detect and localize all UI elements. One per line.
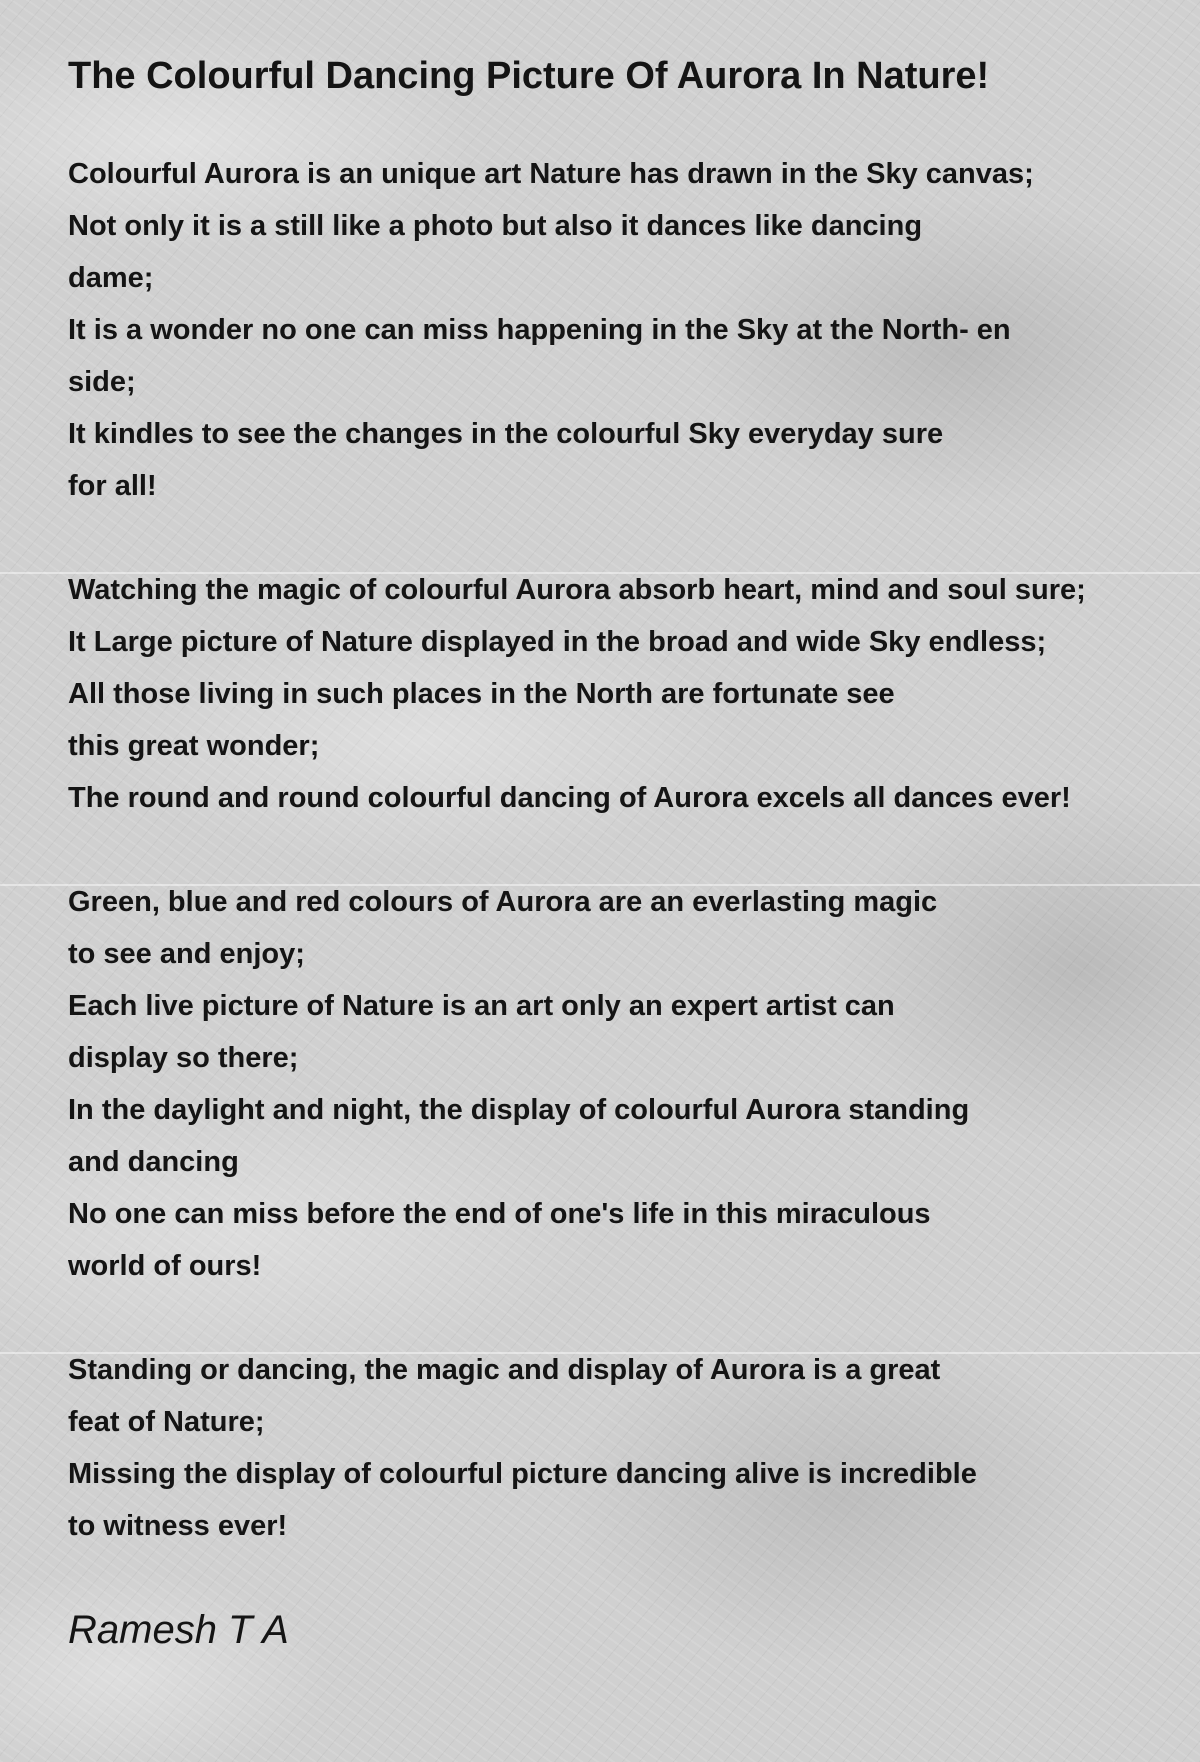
poem-line: this great wonder; [68, 730, 320, 762]
stanza-2 [68, 564, 1188, 824]
poem-line: In the daylight and night, the display of colourful Aurora standing [68, 1094, 970, 1126]
poem-line: to witness ever! [68, 1510, 288, 1542]
stanza-1 [68, 148, 1188, 512]
poem-line: Not only it is a still like a photo but also it dances like dancing [68, 210, 923, 242]
stanza-4 [68, 1344, 1188, 1552]
author-name: Ramesh T A [68, 1608, 289, 1652]
poem-line: side; [68, 366, 136, 398]
poem-line: for all! [68, 470, 157, 502]
poem-line: Colourful Aurora is an unique art Nature has drawn in the Sky canvas; [68, 158, 1034, 190]
poem-line: Standing or dancing, the magic and display of Aurora is a great [68, 1354, 941, 1386]
poem-line: No one can miss before the end of one's life in this miraculous [68, 1198, 931, 1230]
poem-line: It kindles to see the changes in the colourful Sky everyday sure [68, 418, 944, 450]
poem-line: It Large picture of Nature displayed in the broad and wide Sky endless; [68, 626, 1047, 658]
poem-line: All those living in such places in the North are fortunate see [68, 678, 895, 710]
poem-line: dame; [68, 262, 154, 294]
poem-line: to see and enjoy; [68, 938, 305, 970]
poem-line: It is a wonder no one can miss happening in the Sky at the North- en [68, 314, 1011, 346]
poem-line: Missing the display of colourful picture dancing alive is incredible [68, 1458, 977, 1490]
poem-line: The round and round colourful dancing of Aurora excels all dances ever! [68, 782, 1071, 814]
poem-title: The Colourful Dancing Picture Of Aurora In Nature! [68, 55, 990, 97]
poem-line: Green, blue and red colours of Aurora are an everlasting magic [68, 886, 938, 918]
poem-page [68, 52, 1188, 1656]
poem-line: and dancing [68, 1146, 239, 1178]
poem-line: display so there; [68, 1042, 299, 1074]
stanza-3 [68, 876, 1188, 1292]
poem-line: world of ours! [68, 1250, 262, 1282]
poem-line: Watching the magic of colourful Aurora absorb heart, mind and soul sure; [68, 574, 1086, 606]
poem-line: feat of Nature; [68, 1406, 265, 1438]
poem-body [68, 148, 1188, 1552]
poem-line: Each live picture of Nature is an art only an expert artist can [68, 990, 895, 1022]
